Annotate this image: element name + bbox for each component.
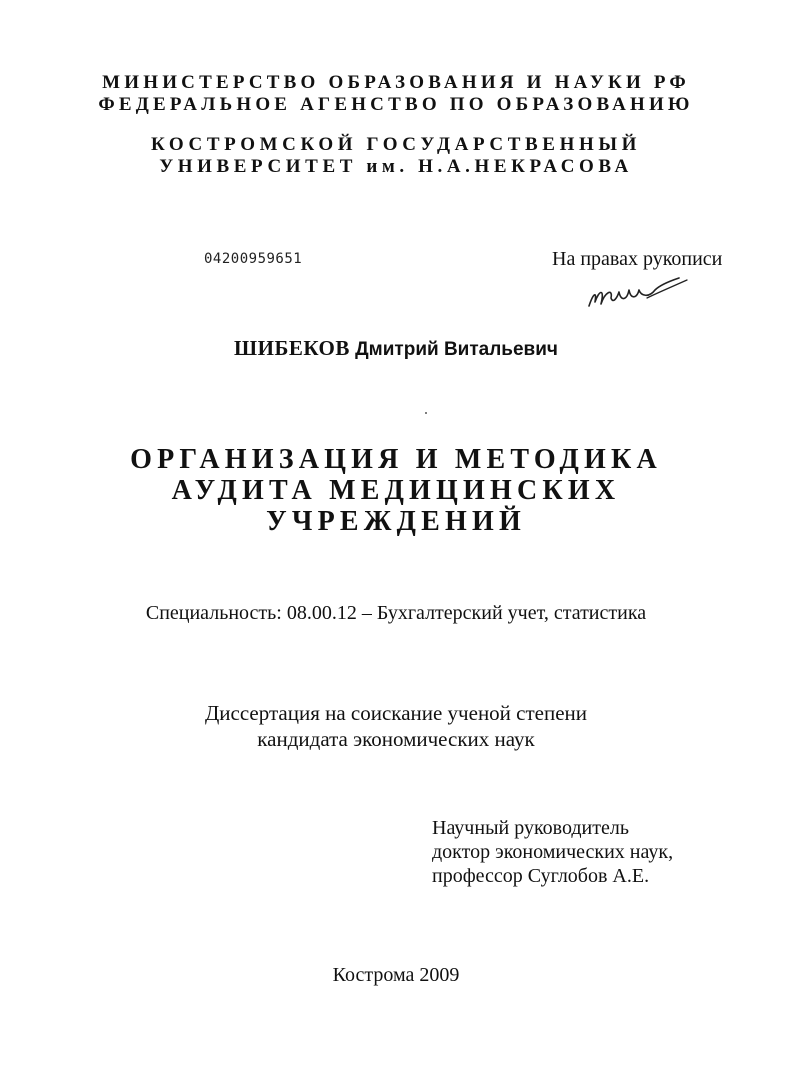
author-name <box>0 336 792 361</box>
supervisor-name: профессор Суглобов А.Е. <box>432 865 650 887</box>
supervisor-degree: доктор экономических наук, <box>432 841 674 863</box>
handwritten-signature <box>583 276 693 310</box>
ministry-heading: МИНИСТЕРСТВО ОБРАЗОВАНИЯ И НАУКИ РФ <box>102 72 690 93</box>
degree-line2: кандидата экономических наук <box>257 727 535 751</box>
scan-speck <box>425 412 427 414</box>
supervisor-role: Научный руководитель <box>432 817 629 839</box>
city-year: Кострома 2009 <box>332 964 460 986</box>
university-heading-line2: УНИВЕРСИТЕТ им. Н.А.НЕКРАСОВА <box>159 156 633 177</box>
university-heading-line1: КОСТРОМСКОЙ ГОСУДАРСТВЕННЫЙ <box>151 134 641 155</box>
manuscript-rights-note: На правах рукописи <box>552 248 723 270</box>
author-given-names: Дмитрий Витальевич <box>355 339 558 360</box>
specialty-line: Специальность: 08.00.12 – Бухгалтерский учет, статистика <box>145 602 647 624</box>
dissertation-title-line2: АУДИТА МЕДИЦИНСКИХ <box>171 475 621 506</box>
agency-heading: ФЕДЕРАЛЬНОЕ АГЕНСТВО ПО ОБРАЗОВАНИЮ <box>98 94 694 115</box>
dissertation-title-line3: УЧРЕЖДЕНИЙ <box>266 506 526 537</box>
degree-line1: Диссертация на соискание ученой степени <box>204 701 588 725</box>
dissertation-title-line1: ОРГАНИЗАЦИЯ И МЕТОДИКА <box>130 444 662 475</box>
author-surname: ШИБЕКОВ <box>234 336 350 360</box>
document-number: 04200959651 <box>204 251 303 267</box>
